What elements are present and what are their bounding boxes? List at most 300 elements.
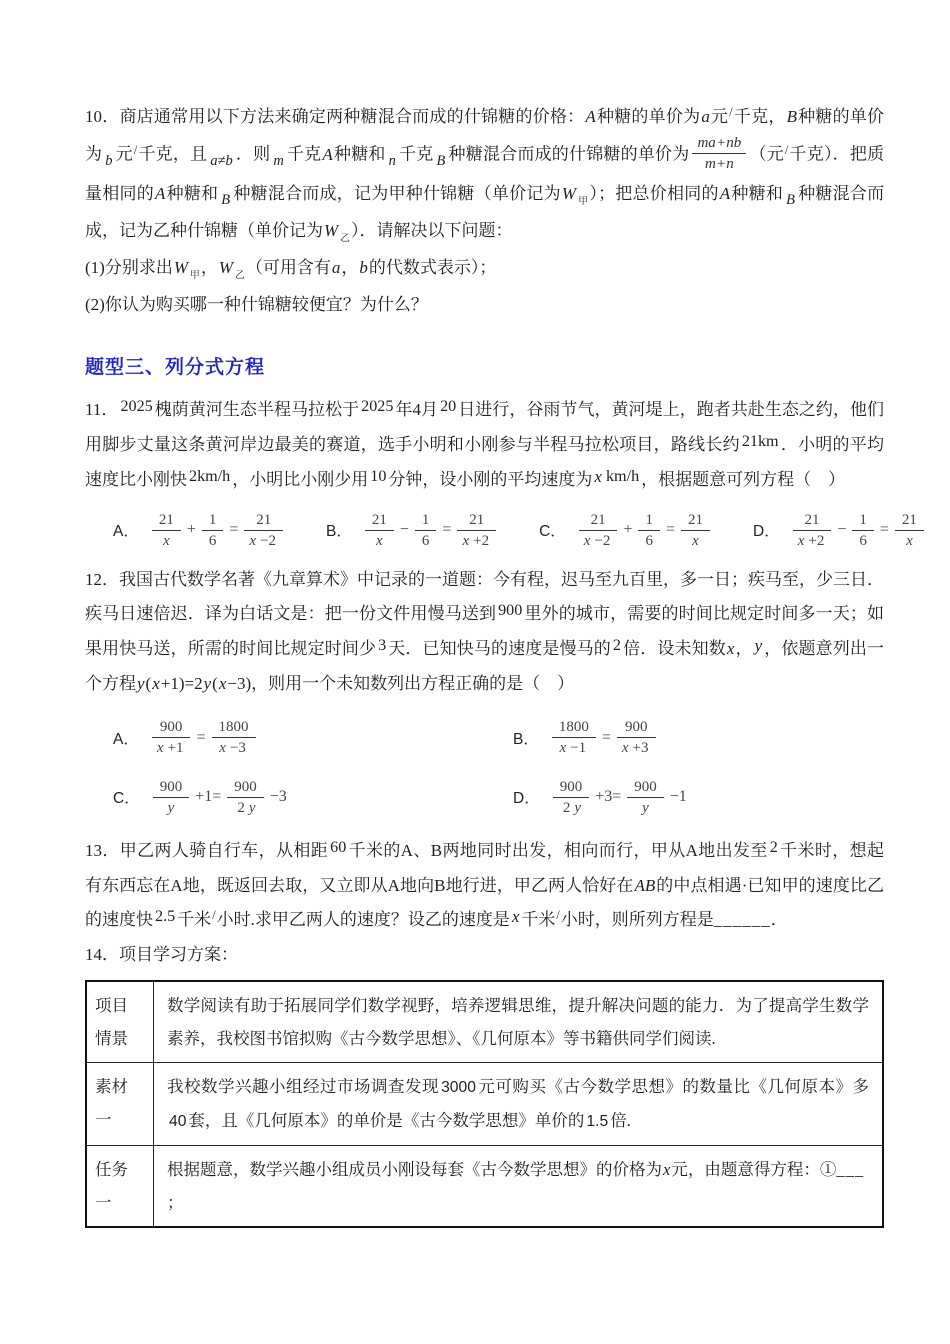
text-run: +3 [632, 740, 649, 757]
text-run: 套，且《几何原本》的单价是《古今数学思想》单价的 [188, 1111, 585, 1130]
fraction-numerator [457, 510, 496, 531]
math-var: x [663, 1160, 671, 1179]
question-11-options-option-a [113, 510, 286, 552]
math-var: x [906, 532, 913, 549]
text-run: 的代数式表示）； [368, 257, 497, 277]
math-var: x [726, 639, 735, 658]
text-run: 分钟，设小刚的平均速度为 [388, 469, 593, 489]
text-run: 种糖混合而成，记为乙种什锦糖（单价记为 [85, 183, 885, 240]
text-run: 天．已知快马的速度是慢马的 [388, 639, 611, 658]
text-run: 21 [158, 511, 174, 528]
slash-sup: / [133, 142, 138, 157]
option-expression [549, 717, 659, 759]
math-var: x [219, 740, 226, 757]
math-var: x [797, 532, 805, 549]
fraction-denominator [627, 798, 664, 818]
math-var: y [137, 674, 145, 693]
text-run: 6 [421, 532, 430, 549]
text-run: +1)=2 [160, 674, 203, 693]
fraction-denominator [244, 531, 283, 551]
math-var: x [218, 674, 227, 693]
sans-num: 1.5 [586, 1113, 609, 1130]
option-expression [550, 777, 690, 819]
fraction [553, 777, 590, 819]
text-run: 1 [208, 511, 217, 528]
math-var: nb [726, 135, 742, 151]
fraction-numerator [153, 777, 190, 798]
fraction-denominator [152, 738, 191, 758]
math-var: b [359, 257, 368, 277]
text-run: ， [341, 257, 359, 277]
math-sub-cjk: 甲 [190, 269, 200, 281]
math-num: km/h [605, 467, 640, 485]
table-header-line: 素材 [95, 1077, 128, 1096]
math-var: ma [697, 135, 716, 151]
text-run: 千米 [521, 910, 556, 929]
text-run: 千米时，想起有东西忘在A地，既返回去取，又立即从A地向B地行进，甲乙两人恰好在 [85, 841, 884, 895]
text-run: ，则用一个未知数列出方程正确的是（ ） [251, 674, 575, 693]
table-header-line: 一 [95, 1193, 112, 1212]
text-run: 900 [634, 778, 657, 795]
question-11-options-option-b [326, 510, 499, 552]
fraction-denominator [153, 798, 190, 818]
option-label: D． [753, 523, 780, 541]
fraction-denominator [692, 154, 746, 174]
fraction-denominator [415, 531, 437, 551]
text-run: 21 [256, 511, 272, 528]
math-var: x [152, 674, 160, 693]
text-run: ，依题意列出一个方程 [85, 639, 885, 693]
text-run: ）．请解决以下问题： [351, 220, 513, 240]
sans-num: 40 [169, 1113, 187, 1130]
slash-sup: / [784, 142, 789, 157]
fraction-numerator [244, 510, 283, 531]
text-run: 21 [371, 511, 387, 528]
option-expression [790, 510, 927, 552]
text-run: 倍. [610, 1111, 631, 1130]
text-run: −2 [594, 532, 611, 549]
text-run: 10．商店通常用以下方法来确定两种糖混合而成的什锦糖的价格： [85, 107, 585, 126]
table-header-line: 一 [95, 1110, 112, 1129]
text-run: (2)你认为购买哪一种什锦糖较便宜？为什么？ [85, 294, 428, 314]
text-run: 种糖的单价为 [85, 107, 885, 164]
text-run: 我校数学兴趣小组经过市场调查发现 [167, 1077, 440, 1096]
text-run: = [442, 521, 452, 539]
math-var: x [621, 740, 629, 757]
text-run: 千米 [177, 910, 212, 929]
question-12-options [85, 717, 884, 818]
math-sub: B [786, 191, 795, 208]
text-run: = [665, 521, 675, 539]
text-run: +3= [595, 788, 622, 806]
option-expression [149, 510, 286, 552]
sans-num: 3000 [441, 1079, 476, 1096]
text-run: − [399, 521, 409, 539]
table-body-cell [154, 981, 884, 1063]
math-var: W [561, 183, 576, 203]
math-var: x [583, 532, 591, 549]
math-var: W [324, 220, 339, 240]
option-label: C． [539, 523, 566, 541]
text-run: 元 [115, 144, 133, 164]
math-sub: m [273, 152, 284, 169]
option-label: B． [326, 523, 352, 541]
fraction [415, 510, 437, 552]
fraction [681, 510, 710, 552]
text-run: ( [145, 674, 152, 693]
text-run: 年4月 [395, 399, 439, 419]
text-run: −3 [229, 740, 246, 757]
math-num: 900 [498, 602, 523, 619]
text-run: ， [735, 639, 753, 658]
text-run: 14．项目学习方案： [85, 945, 238, 964]
text-run: ．则 [235, 144, 271, 164]
fraction-numerator [617, 717, 656, 738]
fraction-denominator [553, 798, 590, 818]
text-run: ( [212, 674, 218, 693]
text-run: 1800 [218, 719, 249, 735]
question-11-options-option-c [539, 510, 713, 552]
fraction [212, 717, 256, 759]
table-header-cell [86, 981, 154, 1063]
math-var: W [218, 257, 234, 277]
text-run: − [837, 521, 847, 539]
slash-sup: / [212, 908, 216, 922]
fraction-denominator [617, 738, 656, 758]
fraction-denominator [227, 798, 264, 818]
table-header-cell [86, 1146, 154, 1228]
math-num: 10 [370, 467, 387, 485]
fraction-denominator [365, 531, 394, 551]
text-run: 小时，则所列方程是 [560, 910, 714, 929]
text-run: (1)分别求出 [85, 257, 173, 277]
math-var: y [167, 799, 175, 816]
fraction-denominator [681, 531, 710, 551]
math-num: 2025 [120, 397, 153, 415]
math-var: AB [634, 876, 656, 895]
option-expression [576, 510, 713, 552]
math-var-sup: y [754, 636, 763, 655]
math-var: A [322, 144, 333, 164]
fraction [153, 777, 190, 819]
question-12-text [85, 563, 884, 701]
text-run: ．小明的平均速度比小刚快 [85, 434, 885, 489]
table-body-cell [154, 1063, 884, 1146]
text-run: 千克 [398, 144, 434, 164]
text-run: 2 [562, 799, 571, 816]
text-run: ， [200, 257, 218, 277]
math-var: A [585, 107, 596, 126]
text-run: = [196, 728, 206, 746]
text-run: 6 [645, 532, 653, 549]
text-run: 倍．设未知数 [622, 639, 726, 658]
text-run: 12．我国古代数学名著《九章算术》中记录的一道题：今有程，迟马至九百里，多一日；疾马至，少三日．疾马日速倍迟．译为白话文是：把一份文件用慢马送到 [85, 570, 884, 623]
math-sub-cjk: 乙 [235, 269, 245, 281]
fraction [692, 133, 746, 175]
text-run: ． [770, 910, 788, 929]
question-12-options-option-c [113, 777, 513, 819]
table-header-cell [86, 1063, 154, 1146]
math-var: W [173, 257, 188, 277]
text-run: 21 [804, 511, 820, 528]
fraction [895, 510, 924, 552]
math-num: 2km/h [189, 467, 231, 485]
math-num: 2.5 [155, 908, 176, 925]
option-expression [149, 717, 259, 759]
math-var-sup: x [511, 907, 520, 926]
math-var: B [786, 107, 797, 126]
table-header-line: 项目 [95, 996, 128, 1015]
question-12-options-option-b [513, 717, 884, 759]
text-run: 数学阅读有助于拓展同学们数学视野，培养逻辑思维，提升解决问题的能力．为了提高学生数学素养，我校图书馆拟购《古今数学思想》、《几何原本》等书籍供同学们阅读. [167, 996, 869, 1048]
math-var: x [559, 740, 567, 757]
option-label: B． [513, 730, 539, 748]
text-run: 900 [159, 778, 183, 795]
text-run: 6 [859, 532, 867, 549]
fraction-denominator [152, 531, 181, 551]
table-row [86, 1146, 883, 1228]
fraction [152, 717, 191, 759]
math-var: n [726, 156, 734, 173]
question-14-lead [85, 938, 884, 972]
text-run: −3) [227, 674, 252, 693]
text-run: 日进行，谷雨节气，黄河堤上，跑者共赴生态之约，他们用脚步丈量这条黄河岸边最美的赛道，选手小明和小刚参与半程马拉松项目，路线长约 [85, 399, 885, 454]
fraction-numerator [152, 717, 191, 738]
math-var: m [704, 156, 716, 173]
text-run: 种糖混合而成，记为甲种什锦糖（单价记为 [233, 183, 561, 203]
text-run: 种糖混合而成的什锦糖的单价为 [448, 144, 690, 164]
math-num: 3 [378, 637, 387, 654]
fraction [793, 510, 832, 552]
text-run: 900 [234, 778, 257, 795]
text-run: （元 [749, 144, 784, 164]
fraction [152, 510, 181, 552]
option-expression [362, 510, 499, 552]
section-heading: 题型三、列分式方程 [85, 356, 266, 378]
text-run: 11． [85, 399, 119, 419]
math-num: 2 [612, 637, 621, 654]
math-sub: B [436, 152, 446, 169]
fraction [227, 777, 264, 819]
text-run: 21 [590, 511, 606, 528]
answer-blank: ___ [836, 1160, 865, 1179]
fraction-numerator [793, 510, 832, 531]
slash-sup: / [729, 105, 733, 119]
math-sub-cjk: 乙 [340, 232, 351, 244]
fraction-numerator [579, 510, 618, 531]
text-run: 千克）．把质量相同的 [85, 144, 885, 203]
math-sub: b [105, 152, 113, 169]
text-run: 900 [159, 719, 183, 735]
text-run: = [879, 521, 889, 539]
fraction-numerator [627, 777, 664, 798]
question-14-table [85, 980, 884, 1228]
math-num: 60 [330, 839, 347, 856]
fraction-numerator [681, 510, 710, 531]
fraction-numerator [212, 717, 256, 738]
text-run: −2 [260, 532, 277, 549]
fraction [202, 510, 224, 552]
fraction-numerator [553, 777, 590, 798]
math-sub: B [221, 191, 231, 208]
text-run: 1 [859, 511, 867, 528]
math-var-sup: x [594, 466, 602, 486]
fraction-denominator [552, 738, 596, 758]
question-12-options-option-d [513, 777, 884, 819]
text-run: 槐荫黄河生态半程马拉松于 [154, 399, 360, 419]
text-run: = [229, 521, 239, 539]
text-run: + [623, 521, 633, 539]
question-11-options [85, 510, 917, 552]
fraction [365, 510, 394, 552]
option-label: C． [113, 790, 140, 808]
text-run: −1 [570, 740, 587, 757]
fraction-numerator [692, 133, 746, 154]
question-10-part1 [85, 251, 884, 288]
text-run: 小时.求甲乙两人的速度？设乙的速度是 [216, 910, 510, 929]
question-11-options-option-d [753, 510, 927, 552]
math-num: 2025 [361, 397, 394, 415]
fraction-denominator [793, 531, 832, 551]
question-10-text [85, 100, 884, 251]
fraction-numerator [227, 777, 264, 798]
text-run: +1= [195, 788, 222, 806]
table-body-cell [154, 1146, 884, 1228]
fraction-numerator [202, 510, 224, 531]
text-run: 根据题意，数学兴趣小组成员小刚设每套《古今数学思想》的价格为 [167, 1160, 662, 1179]
text-run: +2 [473, 532, 490, 549]
math-var: y [574, 799, 582, 816]
math-var: a [701, 107, 710, 126]
text-run: −1 [669, 788, 687, 806]
fraction-denominator [852, 531, 874, 551]
question-11-text [85, 393, 884, 498]
text-run: −3 [269, 788, 287, 806]
text-run: 21 [688, 511, 703, 528]
answer-blank: ______ [713, 910, 771, 929]
text-run: 千克 [286, 144, 322, 164]
fraction-numerator [638, 510, 660, 531]
fraction [457, 510, 496, 552]
text-run: +2 [808, 532, 825, 549]
option-label: D． [513, 790, 540, 808]
fraction [627, 777, 664, 819]
text-run: 21 [901, 511, 917, 528]
question-10-part2 [85, 288, 884, 322]
fraction-numerator [415, 510, 437, 531]
fraction [617, 717, 656, 759]
text-run: 种糖和 [731, 183, 784, 203]
table-row [86, 981, 883, 1063]
option-expression [150, 777, 290, 819]
fraction-denominator [579, 531, 618, 551]
fraction-numerator [365, 510, 394, 531]
math-var: x [462, 532, 470, 549]
math-var: a [331, 257, 341, 277]
text-run: 种糖和 [333, 144, 386, 164]
text-run: 900 [624, 719, 648, 735]
slash-sup: / [556, 908, 560, 922]
math-num: 2 [769, 839, 778, 856]
table-header-line: 任务 [95, 1160, 128, 1179]
fraction-denominator [638, 531, 660, 551]
text-run: 元，由题意得方程：① [671, 1160, 837, 1179]
option-label: A． [113, 523, 139, 541]
text-run: ，根据题意可列方程（ ） [641, 469, 846, 489]
fraction-denominator [212, 738, 256, 758]
text-run: 元可购买《古今数学思想》的数量比《几何原本》多 [477, 1077, 870, 1096]
text-run: 1 [421, 511, 430, 528]
fraction-numerator [852, 510, 874, 531]
option-label: A． [113, 730, 139, 748]
text-run: 种糖的单价为 [596, 107, 701, 126]
text-run: 种糖和 [166, 183, 219, 203]
text-run: ，小明比小刚少用 [232, 469, 369, 489]
math-sub: a≠b [210, 152, 233, 169]
math-var: y [248, 799, 256, 816]
math-var: x [249, 532, 257, 549]
text-run: ； [167, 1193, 184, 1212]
math-var: x [692, 532, 699, 549]
math-num: 21km [741, 432, 779, 450]
fraction [552, 717, 596, 759]
table-header-line: 情景 [95, 1029, 128, 1048]
math-var: y [642, 799, 649, 816]
question-13-text [85, 834, 884, 938]
text-run: （可用含有 [245, 257, 331, 277]
text-run: + [716, 156, 726, 173]
math-var: A [719, 183, 731, 203]
fraction-denominator [202, 531, 224, 551]
math-var: x [156, 740, 164, 757]
fraction-numerator [895, 510, 924, 531]
question-12-options-option-a [113, 717, 513, 759]
fraction-denominator [895, 531, 924, 551]
text-run: 2 [237, 799, 245, 816]
fraction [244, 510, 283, 552]
text-run: + [186, 521, 196, 539]
math-sub-cjk: 甲 [578, 195, 589, 207]
document-content [85, 100, 917, 1228]
math-var: x [163, 532, 170, 549]
text-run: 元 [710, 107, 729, 126]
table-row [86, 1063, 883, 1146]
fraction-numerator [552, 717, 596, 738]
text-run: 千克，且 [138, 144, 208, 164]
text-run: 的中点相遇·已知甲的速度比乙的速度快 [85, 876, 884, 929]
text-run: 1 [645, 511, 653, 528]
text-run: 千米的A、B两地同时出发，相向而行，甲从A地出发至 [348, 841, 768, 860]
text-run: 21 [469, 511, 485, 528]
fraction [638, 510, 660, 552]
math-var: x [376, 532, 383, 549]
fraction [852, 510, 874, 552]
fraction-numerator [152, 510, 181, 531]
math-sub: n [388, 152, 396, 169]
text-run: +1 [167, 740, 184, 757]
text-run: = [601, 728, 611, 746]
math-num: 20 [440, 397, 457, 415]
text-run: ）；把总价相同的 [589, 183, 719, 203]
text-run: + [716, 135, 726, 151]
text-run: 千克， [733, 107, 786, 126]
math-var: y [203, 674, 212, 693]
fraction [579, 510, 618, 552]
text-run: 1800 [558, 719, 589, 735]
text-run: 13．甲乙两人骑自行车，从相距 [85, 841, 329, 860]
text-run: 6 [208, 532, 217, 549]
fraction-denominator [457, 531, 496, 551]
